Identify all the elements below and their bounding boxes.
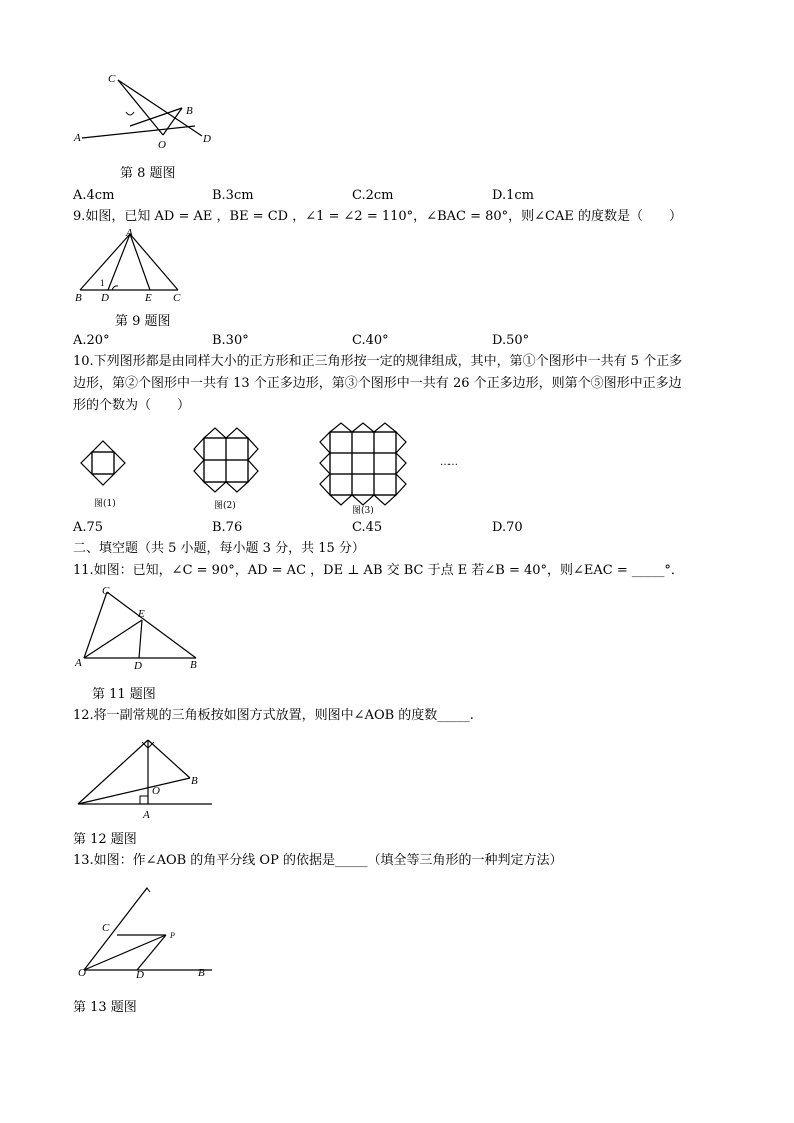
q12-stem: 12.将一副常规的三角板按如图方式放置，则图中∠AOB 的度数_____. <box>73 708 474 723</box>
q11-caption: 第 11 题图 <box>92 687 156 702</box>
q11-label-e: E <box>138 608 145 620</box>
q8-label-b: B <box>186 105 193 117</box>
q9-label-c: C <box>173 292 181 304</box>
q10-figure-1-label: 图(1) <box>94 499 116 509</box>
q13-figure <box>72 880 217 980</box>
q8-option-d: D.1cm <box>492 188 534 203</box>
q9-stem: 9.如图，已知 AD = AE ，BE = CD ，∠1 = ∠2 = 110°，∠BAC = 80°，则∠CAE 的度数是（ ） <box>73 209 683 224</box>
q10-figure-3 <box>318 422 408 506</box>
q12-label-b: B <box>191 775 198 787</box>
q10-option-b: B.76 <box>212 520 243 535</box>
q11-label-c: C <box>102 585 110 597</box>
q9-option-a: A.20° <box>73 333 110 348</box>
q10-stem-line3: 形的个数为（ ） <box>73 398 191 413</box>
q13-label-b: B <box>198 967 205 979</box>
section-2-title: 二、填空题（共 5 小题，每小题 3 分，共 15 分） <box>73 541 365 556</box>
q10-figure-2 <box>192 426 260 494</box>
q13-label-c: C <box>102 922 110 934</box>
q10-option-a: A.75 <box>73 520 104 535</box>
q8-option-b: B.3cm <box>212 188 254 203</box>
q10-figure-3-label: 图(3) <box>352 506 374 516</box>
q10-option-d: D.70 <box>492 520 523 535</box>
q8-label-c: C <box>108 73 116 85</box>
q12-label-o: O <box>152 785 160 797</box>
q8-label-o: O <box>158 139 166 151</box>
q13-label-d: D <box>136 969 144 980</box>
q8-option-c: C.2cm <box>352 188 394 203</box>
q11-label-a: A <box>75 657 82 669</box>
q9-label-b: B <box>75 292 82 304</box>
q9-option-b: B.30° <box>212 333 249 348</box>
q9-label-d: D <box>101 292 109 304</box>
q12-caption: 第 12 题图 <box>73 832 137 847</box>
q10-figure-2-label: 图(2) <box>214 501 236 511</box>
q8-figure <box>70 70 230 155</box>
q13-label-o: O <box>78 967 86 979</box>
q13-caption: 第 13 题图 <box>73 1000 137 1015</box>
q11-label-b: B <box>190 659 197 671</box>
q10-stem-line2: 边形，第②个图形中一共有 13 个正多边形，第③个图形中一共有 26 个正多边形，则第个⑤图形中正多边 <box>73 376 682 391</box>
q11-stem: 11.如图：已知，∠C = 90°，AD = AC ，DE ⊥ AB 交 BC 于点 E 若∠B = 40°，则∠EAC = _____°． <box>73 563 684 578</box>
q13-label-p: P <box>170 931 175 940</box>
q10-figure-1 <box>78 438 128 488</box>
q11-figure <box>72 584 207 674</box>
q10-stem-line1: 10.下列图形都是由同样大小的正方形和正三角形按一定的规律组成，其中，第①个图形中一共有 5 个正多 <box>73 354 683 369</box>
q10-option-c: C.45 <box>352 520 383 535</box>
q8-caption: 第 8 题图 <box>120 166 176 181</box>
q8-label-a: A <box>74 132 81 144</box>
q12-figure <box>72 730 212 825</box>
q9-label-1: 1 <box>100 278 105 288</box>
q9-figure <box>70 226 195 306</box>
q9-option-d: D.50° <box>492 333 530 348</box>
q10-ellipsis: …… <box>440 457 456 468</box>
q9-caption: 第 9 题图 <box>115 314 171 329</box>
q9-option-c: C.40° <box>352 333 389 348</box>
q13-stem: 13.如图：作∠AOB 的角平分线 OP 的依据是_____（填全等三角形的一种判定方法） <box>73 853 563 868</box>
q9-label-e: E <box>145 292 152 304</box>
q12-label-a: A <box>143 809 150 821</box>
q8-label-d: D <box>203 133 211 145</box>
q9-label-a: A <box>126 227 133 239</box>
q8-option-a: A.4cm <box>73 188 115 203</box>
q11-label-d: D <box>134 660 142 672</box>
